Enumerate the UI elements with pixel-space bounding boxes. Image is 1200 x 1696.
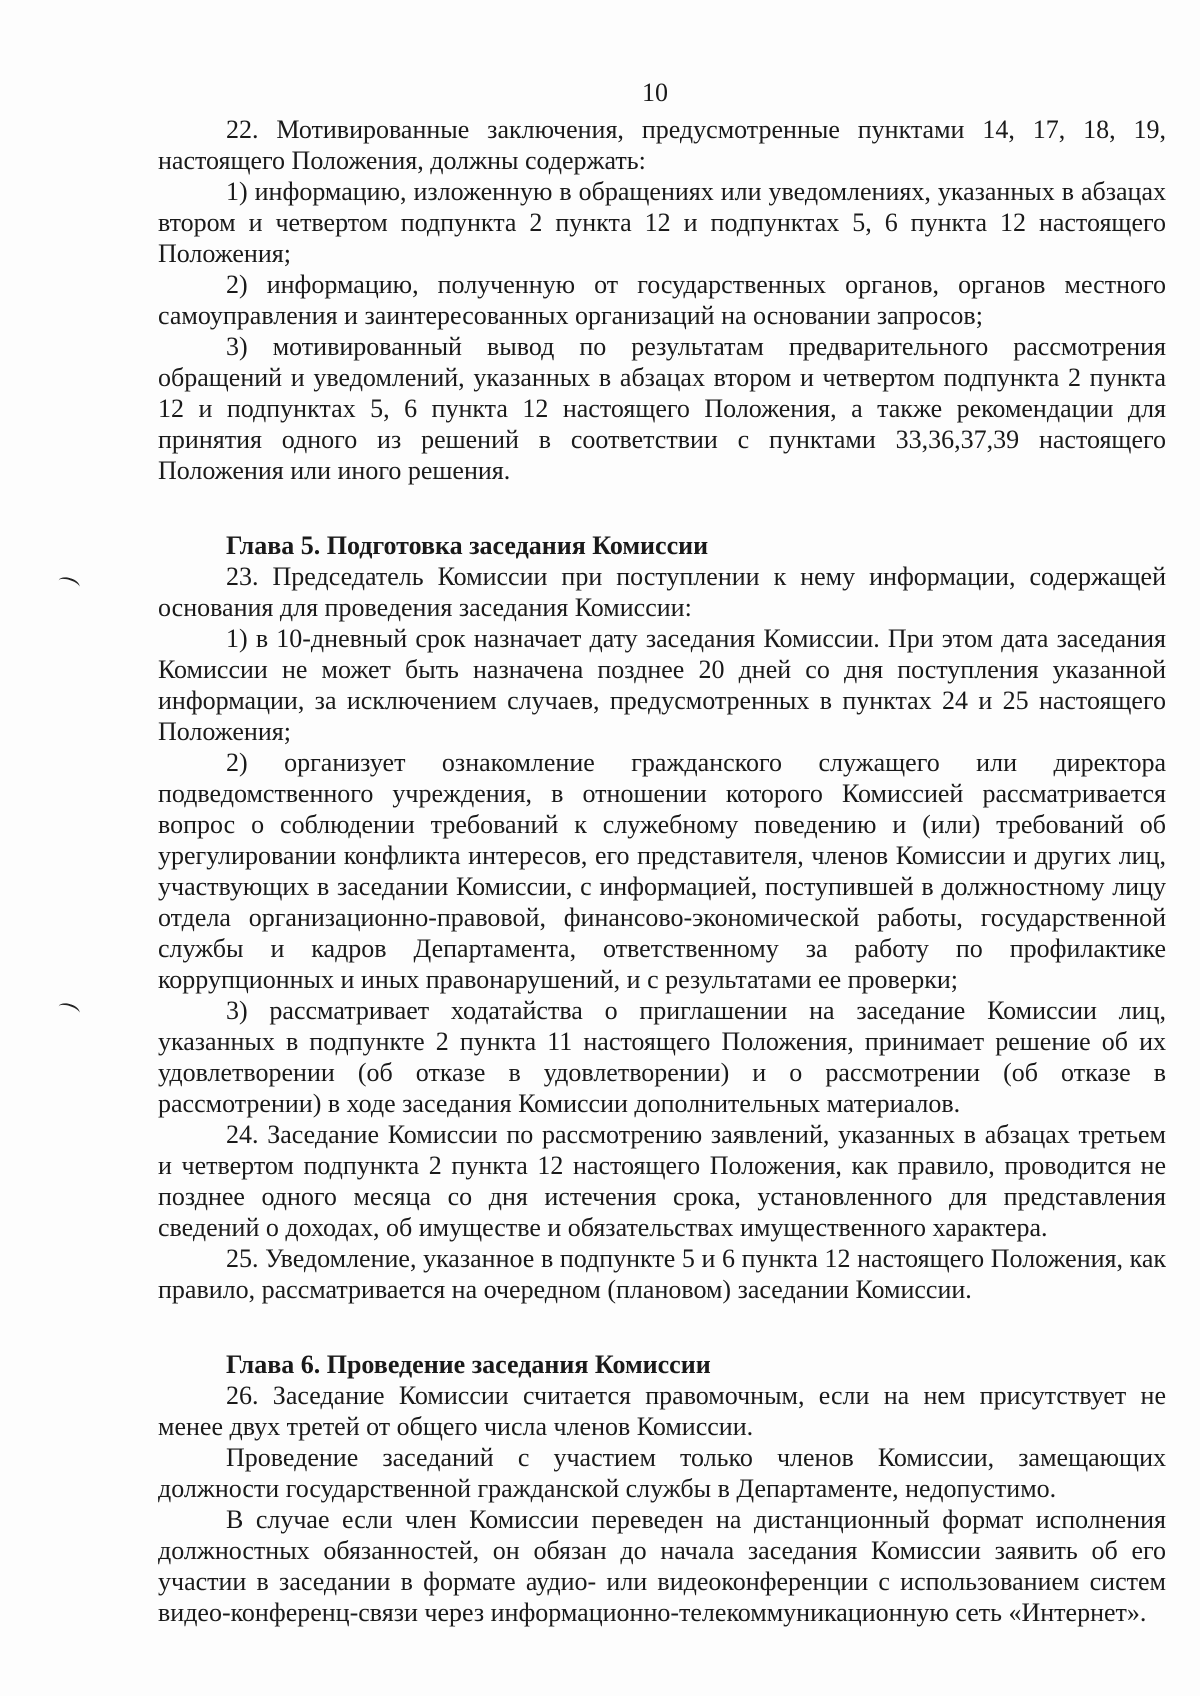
chapter-6-title: Глава 6. Проведение заседания Комиссии [226,1350,711,1379]
document-body [158,114,1166,1628]
page-number: 10 [642,78,668,107]
paragraph-23-item-2: 2) организует ознакомление гражданского служащего или директора подведомственного учреждения, в отношении которого Комиссией рассматривается вопрос о соблюдении требований к служебному поведению и (или) требований об урегулировании конфликта интересов, его представителя, членов Комиссии и других лиц, участвующих в заседании Комиссии, с информацией, поступившей в должностному лицу отдела организационно-правовой, финансово-экономической работы, государственной службы и кадров Департамента, ответственному за работу по профилактике коррупционных и иных правонарушений, и с результатами ее проверки; [158,748,1166,994]
section-gap [158,1305,1166,1327]
paragraph-23: 23. Председатель Комиссии при поступлении к нему информации, содержащей основания для проведения заседания Комиссии: [158,562,1166,622]
paragraph-26-part-2: Проведение заседаний с участием только членов Комиссии, замещающих должности государственной гражданской службы в Департаменте, недопустимо. [158,1443,1166,1503]
section-gap [158,486,1166,508]
paragraph-23-item-1: 1) в 10-дневный срок назначает дату заседания Комиссии. При этом дата заседания Комиссии не может быть назначена позднее 20 дней со дня поступления указанной информации, за исключением случаев, предусмотренных в пунктах 24 и 25 настоящего Положения; [158,624,1166,746]
paragraph-22-item-1: 1) информацию, изложенную в обращениях или уведомлениях, указанных в абзацах втором и четвертом подпункта 2 пункта 12 и подпунктах 5, 6 пункта 12 настоящего Положения; [158,177,1166,268]
paragraph-22: 22. Мотивированные заключения, предусмотренные пунктами 14, 17, 18, 19, настоящего Положения, должны содержать: [158,115,1166,175]
paragraph-22-item-2: 2) информацию, полученную от государственных органов, органов местного самоуправления и заинтересованных организаций на основании запросов; [158,270,1166,330]
margin-mark-2 [57,1001,82,1019]
paragraph-26-part-3: В случае если член Комиссии переведен на дистанционный формат исполнения должностных обязанностей, он обязан до начала заседания Комиссии заявить об его участии в заседании в формате аудио- или видеоконференции с использованием систем видео-конференц-связи через информационно-телекоммуникационную сеть «Интернет». [158,1505,1166,1627]
margin-mark-1 [57,575,82,593]
paragraph-22-item-3: 3) мотивированный вывод по результатам предварительного рассмотрения обращений и уведомлений, указанных в абзацах втором и четвертом подпункта 2 пункта 12 и подпунктах 5, 6 пункта 12 настоящего Положения, а также рекомендации для принятия одного из решений в соответствии с пунктами 33,36,37,39 настоящего Положения или иного решения. [158,332,1166,485]
paragraph-26: 26. Заседание Комиссии считается правомочным, если на нем присутствует не менее двух третей от общего числа членов Комиссии. [158,1381,1166,1441]
paragraph-24: 24. Заседание Комиссии по рассмотрению заявлений, указанных в абзацах третьем и четвертом подпункта 2 пункта 12 настоящего Положения, как правило, проводится не позднее одного месяца со дня истечения срока, установленного для представления сведений о доходах, об имуществе и обязательствах имущественного характера. [158,1120,1166,1242]
paragraph-25: 25. Уведомление, указанное в подпункте 5 и 6 пункта 12 настоящего Положения, как правило, рассматривается на очередном (плановом) заседании Комиссии. [158,1244,1166,1304]
chapter-5-title: Глава 5. Подготовка заседания Комиссии [226,531,709,560]
paragraph-23-item-3: 3) рассматривает ходатайства о приглашении на заседание Комиссии лиц, указанных в подпункте 2 пункта 11 настоящего Положения, принимает решение об их удовлетворении (об отказе в удовлетворении) и о рассмотрении (об отказе в рассмотрении) в ходе заседания Комиссии дополнительных материалов. [158,996,1166,1118]
